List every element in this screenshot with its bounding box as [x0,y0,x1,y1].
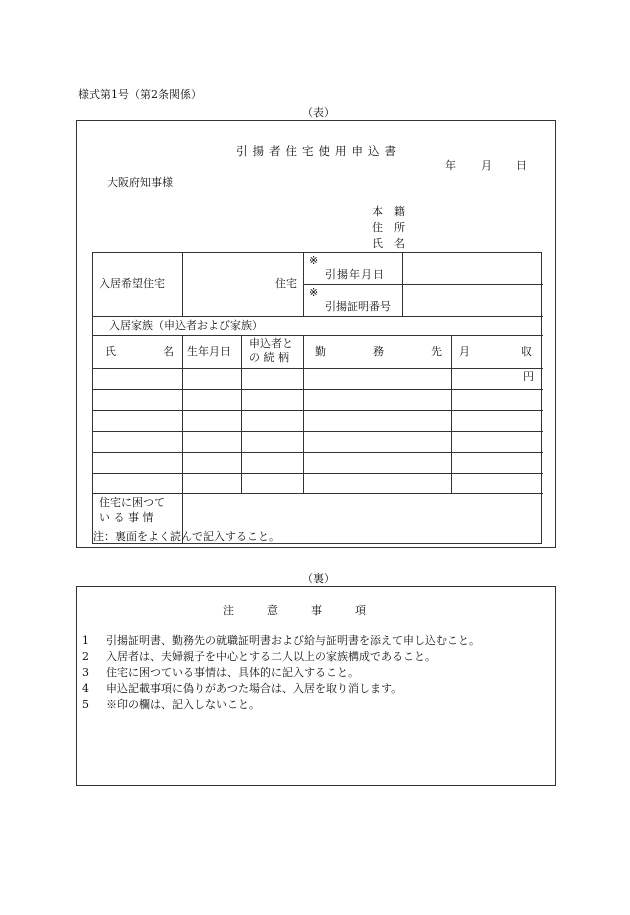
table-rule [93,410,543,411]
note-item [82,632,480,648]
col-work-b: 務 [373,345,384,358]
note-item [82,696,260,712]
col-income-b: 収 [521,345,532,358]
note-text: 住宅に困つている事情は、具体的に記入すること。 [106,666,359,679]
circumstances-label-line1: 住宅に困つて [99,496,165,509]
table-rule [303,284,543,285]
note-item [82,664,359,680]
note-item [82,680,402,696]
table-rule [93,368,543,369]
date-month: 月 [481,159,492,172]
office-use-mark: ※ [309,254,319,267]
applicant-address-label: 住 所 [372,221,405,234]
front-footnote: 注：裏面をよく読んで記入すること。 [93,530,280,543]
note-item [82,648,436,664]
form-title: 引揚者住宅使用申込書 [236,144,401,158]
table-rule [93,452,543,453]
table-rule [93,431,543,432]
table-rule [182,335,183,493]
table-rule [182,253,183,316]
date-day: 日 [516,159,527,172]
note-text: 申込記載事項に偽りがあつた場合は、入居を取り消します。 [106,682,403,695]
table-rule [241,335,242,493]
addressee: 大阪府知事様 [107,176,173,189]
date-year: 年 [445,159,456,172]
col-relation-line2: の 続 柄 [249,351,289,364]
note-number: 1 [82,634,89,647]
table-rule [93,473,543,474]
note-number: 4 [82,682,89,695]
housing-label: 入居希望住宅 [99,277,165,290]
note-number: 3 [82,666,89,679]
col-work-a: 勤 [315,345,326,358]
col-name-b: 名 [163,345,174,358]
housing-suffix: 住宅 [275,277,297,290]
note-text: ※印の欄は、記入しないこと。 [106,698,260,711]
notes-title: 注 意 事 項 [223,604,366,617]
col-birthdate: 生年月日 [187,345,231,358]
note-number: 5 [82,698,89,711]
note-number: 2 [82,650,89,663]
applicant-honseki-label: 本 籍 [372,205,405,218]
front-side-label: （表） [302,106,335,119]
yen-unit: 円 [523,370,534,383]
family-section-label: 入居家族（申込者および家族） [109,319,263,332]
note-text: 引揚証明書、勤務先の就職証明書および給与証明書を添えて申し込むこと。 [106,634,480,647]
table-rule [93,316,543,317]
note-text: 入居者は、夫婦親子を中心とする二人以上の家族構成であること。 [106,650,436,663]
col-work-c: 先 [431,345,442,358]
col-name-a: 氏 [105,345,116,358]
office-use-mark: ※ [309,286,319,299]
form-number: 様式第1号（第2条関係） [78,88,202,101]
table-rule [93,389,543,390]
table-rule [303,253,304,316]
table-rule [93,335,543,336]
circumstances-label-line2: い る 事 情 [99,511,154,524]
table-rule [451,335,452,493]
application-table [92,252,542,544]
col-income-a: 月 [459,345,470,358]
certificate-number-label: 引揚証明番号 [325,300,391,313]
table-rule [93,493,543,494]
applicant-name-label: 氏 名 [372,237,405,250]
back-side-label: （裏） [302,572,335,585]
repatriation-date-label: 引揚年月日 [325,268,385,281]
table-rule [402,253,403,316]
col-relation-line1: 申込者と [249,337,293,350]
table-rule [303,335,304,493]
